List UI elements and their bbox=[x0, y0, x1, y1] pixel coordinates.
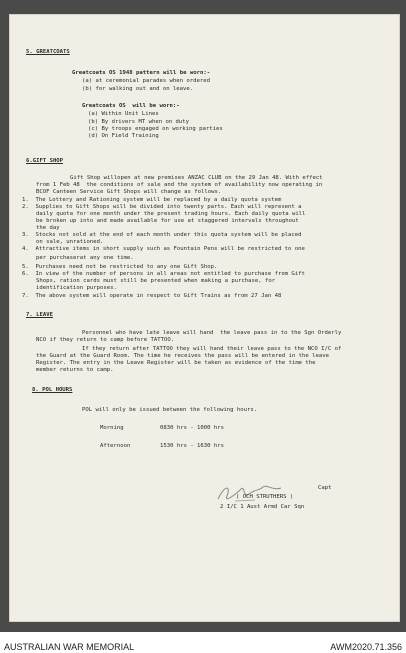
section-7-heading: 7. LEAVE bbox=[26, 312, 53, 318]
text-line: identification purposes. bbox=[36, 285, 117, 291]
text-line: ( OCH STRUTHERS ) bbox=[236, 494, 294, 500]
text-line: be broken up into and made available for use at staggered intervals throughout bbox=[36, 218, 299, 224]
text-line: Greatcoats OS 1948 pattern will be worn:- bbox=[72, 70, 211, 76]
text-line: the Guard at the Guard Room. The time he receives the pass will be entered in the leave bbox=[36, 353, 329, 359]
institution-label: AUSTRALIAN WAR MEMORIAL bbox=[4, 642, 135, 652]
text-line: (a) Within Unit Lines bbox=[88, 111, 159, 117]
text-line: 6. In view of the number of persons in all areas not entitled to purchase from Gift bbox=[22, 271, 305, 277]
text-line: daily quota for one month under the present trading hours. Each daily quota will bbox=[36, 211, 306, 217]
text-line: (c) By troops engaged on working parties bbox=[88, 126, 223, 132]
text-line: Gift Shop willopen at new premises ANZAC CLUB on the 29 Jan 48. With effect bbox=[70, 175, 323, 181]
text-line: Shops, ration cards must still be presented when making a purchase, for bbox=[36, 278, 276, 284]
text-line: 2 I/C 1 Aust Armd Car Sqn bbox=[220, 504, 305, 510]
text-line: (d) On Field Training bbox=[88, 133, 159, 139]
text-line: BCOF Canteen Service Gift Shops will change as follows. bbox=[36, 189, 222, 195]
document-page bbox=[9, 14, 400, 622]
text-line: the day bbox=[36, 225, 60, 231]
text-line: 3. Stocks not sold at the end of each month under this quota system will be placed bbox=[22, 232, 302, 238]
text-line: Morning bbox=[100, 425, 124, 431]
text-line: Greatcoats OS will be worn:- bbox=[82, 103, 180, 109]
text-line: POL will only be issued between the following hours. bbox=[82, 407, 258, 413]
text-line: (b) By drivers MT when on duty bbox=[88, 119, 190, 125]
text-line: (b) for walking out and on leave. bbox=[82, 86, 194, 92]
text-line: 1530 hrs - 1630 hrs bbox=[160, 443, 224, 449]
text-line: 0830 hrs - 1000 hrs bbox=[160, 425, 224, 431]
text-line: member returns to camp. bbox=[36, 367, 114, 373]
section-8-heading: 8. POL HOURS bbox=[32, 387, 73, 393]
archive-footer bbox=[0, 632, 406, 653]
text-line: per purchaserat any one time. bbox=[36, 255, 134, 261]
section-5-heading: 5. GREATCOATS bbox=[26, 49, 70, 55]
text-line: 5. Purchases need not be restricted to any one Gift Shop. bbox=[22, 264, 218, 270]
accession-number: AWM2020.71.356 bbox=[330, 642, 402, 652]
text-line: Capt bbox=[318, 485, 332, 491]
section-6-heading: 6.GIFT SHOP bbox=[26, 158, 64, 164]
text-line: Personnel who have late leave will hand the leave pass in to the Sgn Orderly bbox=[82, 330, 342, 336]
text-line: from 1 Feb 48 the conditions of sale and the system of availability now operating in bbox=[36, 182, 323, 188]
text-line: 7. The above system will operate in respect to Gift Trains as from 27 Jan 48 bbox=[22, 293, 282, 299]
text-line: If they return after TATTOO they will hand their leave pass to the NCO I/C of bbox=[82, 346, 342, 352]
text-line: 1. The Lottery and Rationing system will be replaced by a daily quota system bbox=[22, 197, 282, 203]
text-line: 2. Supplies to Gift Shops will be divided into twenty parts. Each will represent a bbox=[22, 204, 302, 210]
text-line: NCO if they return to camp before TATTOO. bbox=[36, 337, 175, 343]
text-line: 4. Attractive items in short supply such as Fountain Pens will be restricted to one bbox=[22, 246, 305, 252]
text-line: (a) at ceremonial parades when ordered bbox=[82, 78, 210, 84]
text-line: on sale, unrationed. bbox=[36, 239, 104, 245]
signature-image bbox=[215, 481, 290, 505]
text-line: Register. The entry in the Leave Register will be taken as evidence of the time the bbox=[36, 360, 316, 366]
text-line: Afternoon bbox=[100, 443, 131, 449]
